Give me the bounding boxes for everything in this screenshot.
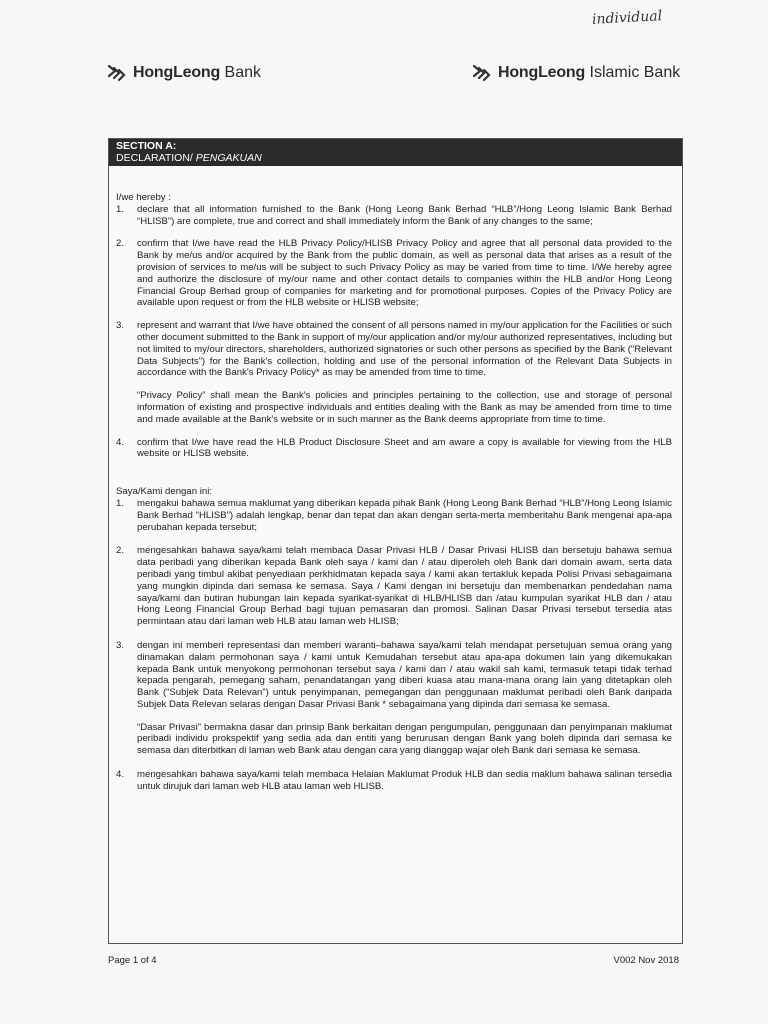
english-clause-3 [116, 320, 672, 425]
clause-number: 4. [116, 769, 125, 781]
form-version: V002 Nov 2018 [613, 955, 679, 966]
section-subtitle-ms: PENGAKUAN [195, 151, 262, 164]
clause-text: mengesahkan bahawa saya/kami telah membaca Dasar Privasi HLB / Dasar Privasi HLISB dan bersetuju bahawa semua data peribadi yang diberikan kepada Bank oleh saya / kami dan / atau diperoleh oleh Bank dari domain awam, serta data peribadi yang timbul akibat penyediaan perkhidmatan kepada saya / kami akan tertakluk kepada Polisi Privasi sebagaimana yang mungkin dipinda dari semasa ke semasa. Saya / Kami dengan ini bersetuju dan membenarkan pendedahan nama saya/kami dan butiran hubungan lain kepada syarikat-syarikat di HLB/HLISB dan /atau kumpulan syarikat HLB dan / atau Hong Leong Financial Group Berhad bagi tujuan pemasaran dan promosi. Salinan Dasar Privasi tersebut tersedia atas permintaan atau dari laman web HLB atau laman web HLISB; [137, 545, 672, 628]
hong-leong-mark-icon [471, 62, 493, 84]
clause-number: 1. [116, 203, 125, 215]
malay-clause-4 [116, 769, 672, 793]
clause-text: mengesahkan bahawa saya/kami telah membaca Helaian Maklumat Produk HLB dan sedia maklum bahawa salinan tersedia untuk dirujuk dari laman web HLB atau laman web HLISB. [137, 769, 672, 792]
english-clauses [116, 204, 672, 460]
logo-suffix: Islamic Bank [589, 64, 681, 81]
declaration-section [108, 138, 683, 944]
clause-text: confirm that I/we have read the HLB Privacy Policy/HLISB Privacy Policy and agree that all personal data provided to the Bank by me/us and/or acquired by the Bank from the public domain, as well as personal data that arises as a result of the provision of services to me/us will be subject to such Privacy Policy as may be varied from time to time. I/We hereby agree and authorize the disclosure of my/our name and other contact details to companies within the HLB and/or Hong Leong Financial Group Berhad group of companies for marketing and for promotional purposes. Copies of the Privacy Policy are available upon request or from the HLB website or HLISB website; [137, 238, 672, 309]
section-header [109, 139, 682, 166]
clause-text: dengan ini memberi representasi dan memberi waranti–bahawa saya/kami telah mendapat persetujuan semua orang yang dinamakan dalam permohonan saya / kami untuk Kemudahan tersebut atau apa-apa dokumen lain yang dikemukakan kepada Bank untuk menyokong permohonan tersebut saya / kami dan / atau wakil sah kami, termasuk tetapi tidak terhad kepada pengarah, pemegang saham, penandatangan yang diberi kuasa atau mana-mana orang lain yang ditetapkan oleh Bank (“Subjek Data Relevan”) untuk penyimpanan, pemegangan dan penggunaan maklumat peribadi oleh Bank daripada Subjek Data Relevan selaras dengan Dasar Privasi Bank * sebagaimana yang dipinda dari semasa ke semasa. [137, 639, 672, 710]
section-subtitle-en: DECLARATION/ [116, 151, 193, 164]
hong-leong-islamic-bank-logo [471, 60, 680, 86]
malay-clause-1 [116, 498, 672, 533]
logo-brand: HongLeong [498, 64, 586, 81]
clause-number: 2. [116, 238, 125, 250]
section-title: SECTION A: [116, 140, 177, 152]
english-clause-4 [116, 437, 672, 461]
clause-text: represent and warrant that I/we have obtained the consent of all persons named in my/our application for the Facilities or such other document submitted to the Bank in support of my/our application and/or my/our authorized representatives, including but not limited to my/our directors, shareholders, authorized signatories or such other persons as specified by the Bank (“Relevant Data Subjects”) for the Bank's collection, holding and use of the personal information of the Relevant Data Subjects in accordance with the Bank's Privacy Policy* as may be amended from time to time. [137, 320, 672, 379]
dasar-privasi-definition: “Dasar Privasi” bermakna dasar dan prinsip Bank berkaitan dengan pengumpulan, penggunaan dan penyimpanan maklumat peribadi individu prokspektif yang sedia ada dan entiti yang berurusan dengan Bank yang boleh dipinda dari semasa ke semasa dan diterbitkan di laman web Bank atau dengan cara yang dianggap wajar oleh Bank dari semasa ke semasa. [137, 721, 672, 757]
handwritten-note: individual [591, 8, 663, 28]
english-clause-2 [116, 238, 672, 309]
declaration-body [109, 192, 682, 793]
clause-number: 3. [116, 320, 125, 332]
malay-clause-3 [116, 640, 672, 757]
clause-text: declare that all information furnished to the Bank (Hong Leong Bank Berhad “HLB”/Hong Leong Islamic Bank Berhad “HLISB”) are complete, true and correct and shall immediately inform the Bank of any changes to the same; [137, 203, 672, 227]
malay-clause-2 [116, 545, 672, 628]
malay-intro: Saya/Kami dengan ini: [116, 486, 212, 498]
malay-clauses [116, 498, 672, 793]
clause-text: confirm that I/we have read the HLB Product Disclosure Sheet and am aware a copy is available for viewing from the HLB website or HLISB website. [137, 436, 672, 460]
clause-number: 4. [116, 436, 125, 448]
english-clause-1 [116, 204, 672, 228]
hong-leong-mark-icon [106, 62, 128, 84]
clause-number: 3. [116, 639, 125, 651]
logo-brand: HongLeong [133, 64, 221, 81]
page-number: Page 1 of 4 [108, 955, 157, 966]
privacy-policy-definition: “Privacy Policy” shall mean the Bank's policies and principles pertaining to the collection, use and storage of personal information of existing and prospective individuals and entities dealing with the Bank as may be amended from time to time and made available at the Bank's website or in such manner as the Bank deems appropriate from time to time. [137, 390, 672, 425]
clause-number: 1. [116, 497, 125, 509]
clause-number: 2. [116, 545, 125, 557]
clause-text: mengakui bahawa semua maklumat yang diberikan kepada pihak Bank (Hong Leong Bank Berhad “HLB”/Hong Leong Islamic Bank Berhad “HLISB”) adalah lengkap, benar dan tepat dan akan dengan serta-merta memberitahu Bank mengenai apa-apa perubahan kepada tersebut; [137, 497, 672, 533]
hong-leong-bank-logo [106, 60, 261, 86]
english-intro: I/we hereby : [116, 192, 171, 203]
logo-suffix: Bank [224, 64, 261, 81]
